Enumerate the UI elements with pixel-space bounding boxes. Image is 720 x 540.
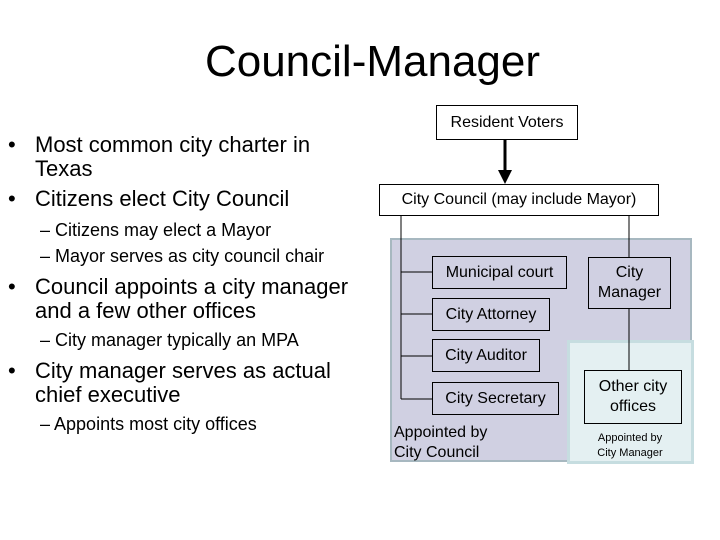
caption-line: City Council xyxy=(394,444,480,461)
bullet-text-line: Citizens elect City Council xyxy=(35,186,290,211)
resident-voters-label: Resident Voters xyxy=(450,113,564,131)
resident-voters-box xyxy=(436,105,578,140)
city-attorney-box xyxy=(432,298,550,331)
city-auditor-box xyxy=(432,339,540,372)
sub-bullet-text: Appoints most city offices xyxy=(54,414,257,434)
city-manager-box xyxy=(588,257,671,309)
bullet-dot: • xyxy=(8,132,16,157)
appointed-by-manager-caption xyxy=(575,431,685,461)
sub-bullet-dash: – xyxy=(40,330,51,350)
appointed-by-council-caption xyxy=(394,423,487,463)
bullet-dot: • xyxy=(8,274,16,299)
municipal-court-box xyxy=(432,256,567,289)
municipal-court-label: Municipal court xyxy=(445,263,554,281)
bullet-text-line: Council appoints a city manager xyxy=(35,274,349,299)
city-council-box xyxy=(379,184,659,216)
sub-bullet-dash: – xyxy=(40,246,51,266)
sub-bullet-dash: – xyxy=(40,220,51,240)
bullet-text-line: Most common city charter in xyxy=(35,132,311,157)
bullet-dot: • xyxy=(8,358,16,383)
city-attorney-label: City Attorney xyxy=(445,305,537,323)
sub-bullet-dash: – xyxy=(40,414,51,434)
city-council-label: City Council (may include Mayor) xyxy=(401,191,637,208)
city-manager-label-line: City xyxy=(615,264,644,281)
arrow-head xyxy=(498,170,512,184)
caption-line: Appointed by xyxy=(597,432,663,444)
bullet-text-line: Texas xyxy=(35,156,93,181)
bullet-text-line: City manager serves as actual xyxy=(35,358,331,383)
other-offices-label-line: Other city xyxy=(598,378,668,395)
bullet-text-line: and a few other offices xyxy=(35,298,256,323)
city-secretary-label: City Secretary xyxy=(445,389,546,407)
sub-bullet-text: City manager typically an MPA xyxy=(55,330,299,350)
city-manager-label-line: Manager xyxy=(597,284,662,301)
sub-bullet-text: Mayor serves as city council chair xyxy=(55,246,325,266)
city-auditor-label: City Auditor xyxy=(445,346,527,364)
bullet-dot: • xyxy=(8,186,16,211)
slide-title: Council-Manager xyxy=(204,37,541,86)
bullet-text-line: chief executive xyxy=(35,382,181,407)
other-city-offices-box xyxy=(584,370,682,424)
caption-line: Appointed by xyxy=(394,424,488,441)
caption-line: City Manager xyxy=(597,447,663,459)
sub-bullet-text: Citizens may elect a Mayor xyxy=(55,220,272,240)
other-offices-label-line: offices xyxy=(610,398,656,415)
city-secretary-box xyxy=(432,382,559,415)
